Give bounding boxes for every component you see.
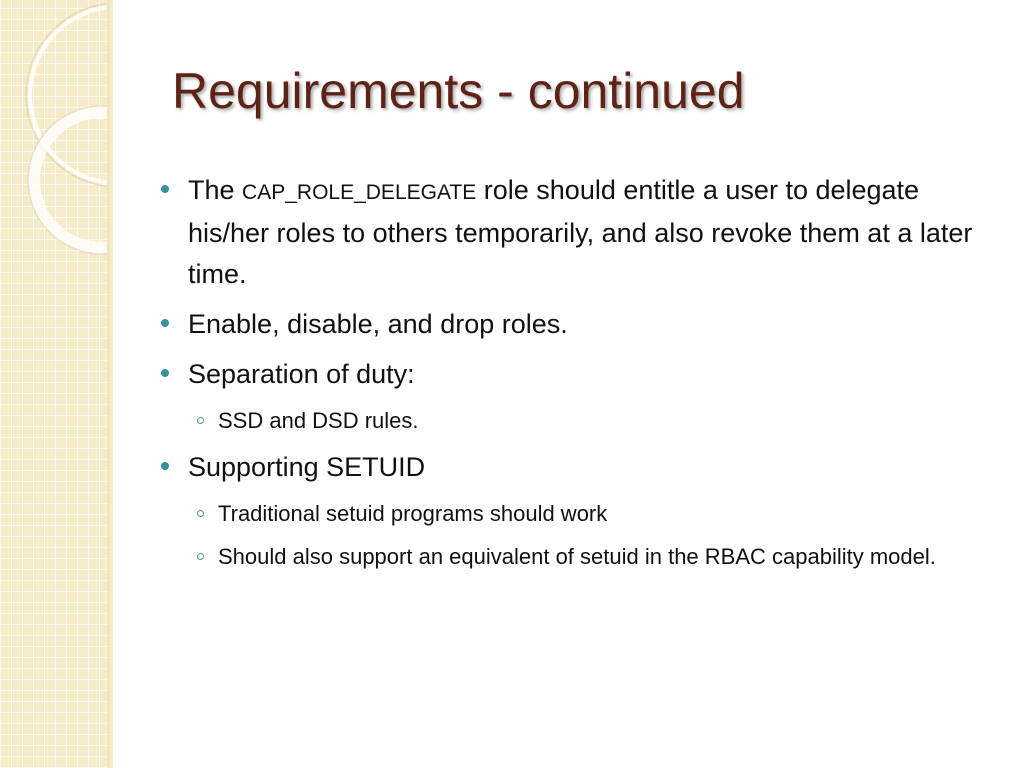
decorative-rings xyxy=(0,0,113,768)
bullet-prefix: The xyxy=(188,175,235,205)
role-code: CAP_ROLE_DELEGATE xyxy=(242,181,477,204)
bullet-item: Enable, disable, and drop roles. xyxy=(160,304,990,345)
bullet-item: Separation of duty: xyxy=(160,354,990,395)
bullet-item: Supporting SETUID xyxy=(160,447,990,488)
sub-bullet-item: Traditional setuid programs should work xyxy=(160,497,990,530)
decorative-side-panel xyxy=(0,0,113,768)
sub-bullet-item: Should also support an equivalent of setuid in the RBAC capability model. xyxy=(160,540,990,573)
side-panel-edge xyxy=(107,0,113,768)
bullet-item xyxy=(160,170,990,295)
sub-bullet-item: SSD and DSD rules. xyxy=(160,404,990,437)
bullet-text: role should entitle a user to delegate his/her roles to others temporarily, and also revoke them at a later time. xyxy=(188,175,973,289)
slide-title: Requirements - continued xyxy=(172,63,745,119)
slide-content xyxy=(160,170,990,583)
